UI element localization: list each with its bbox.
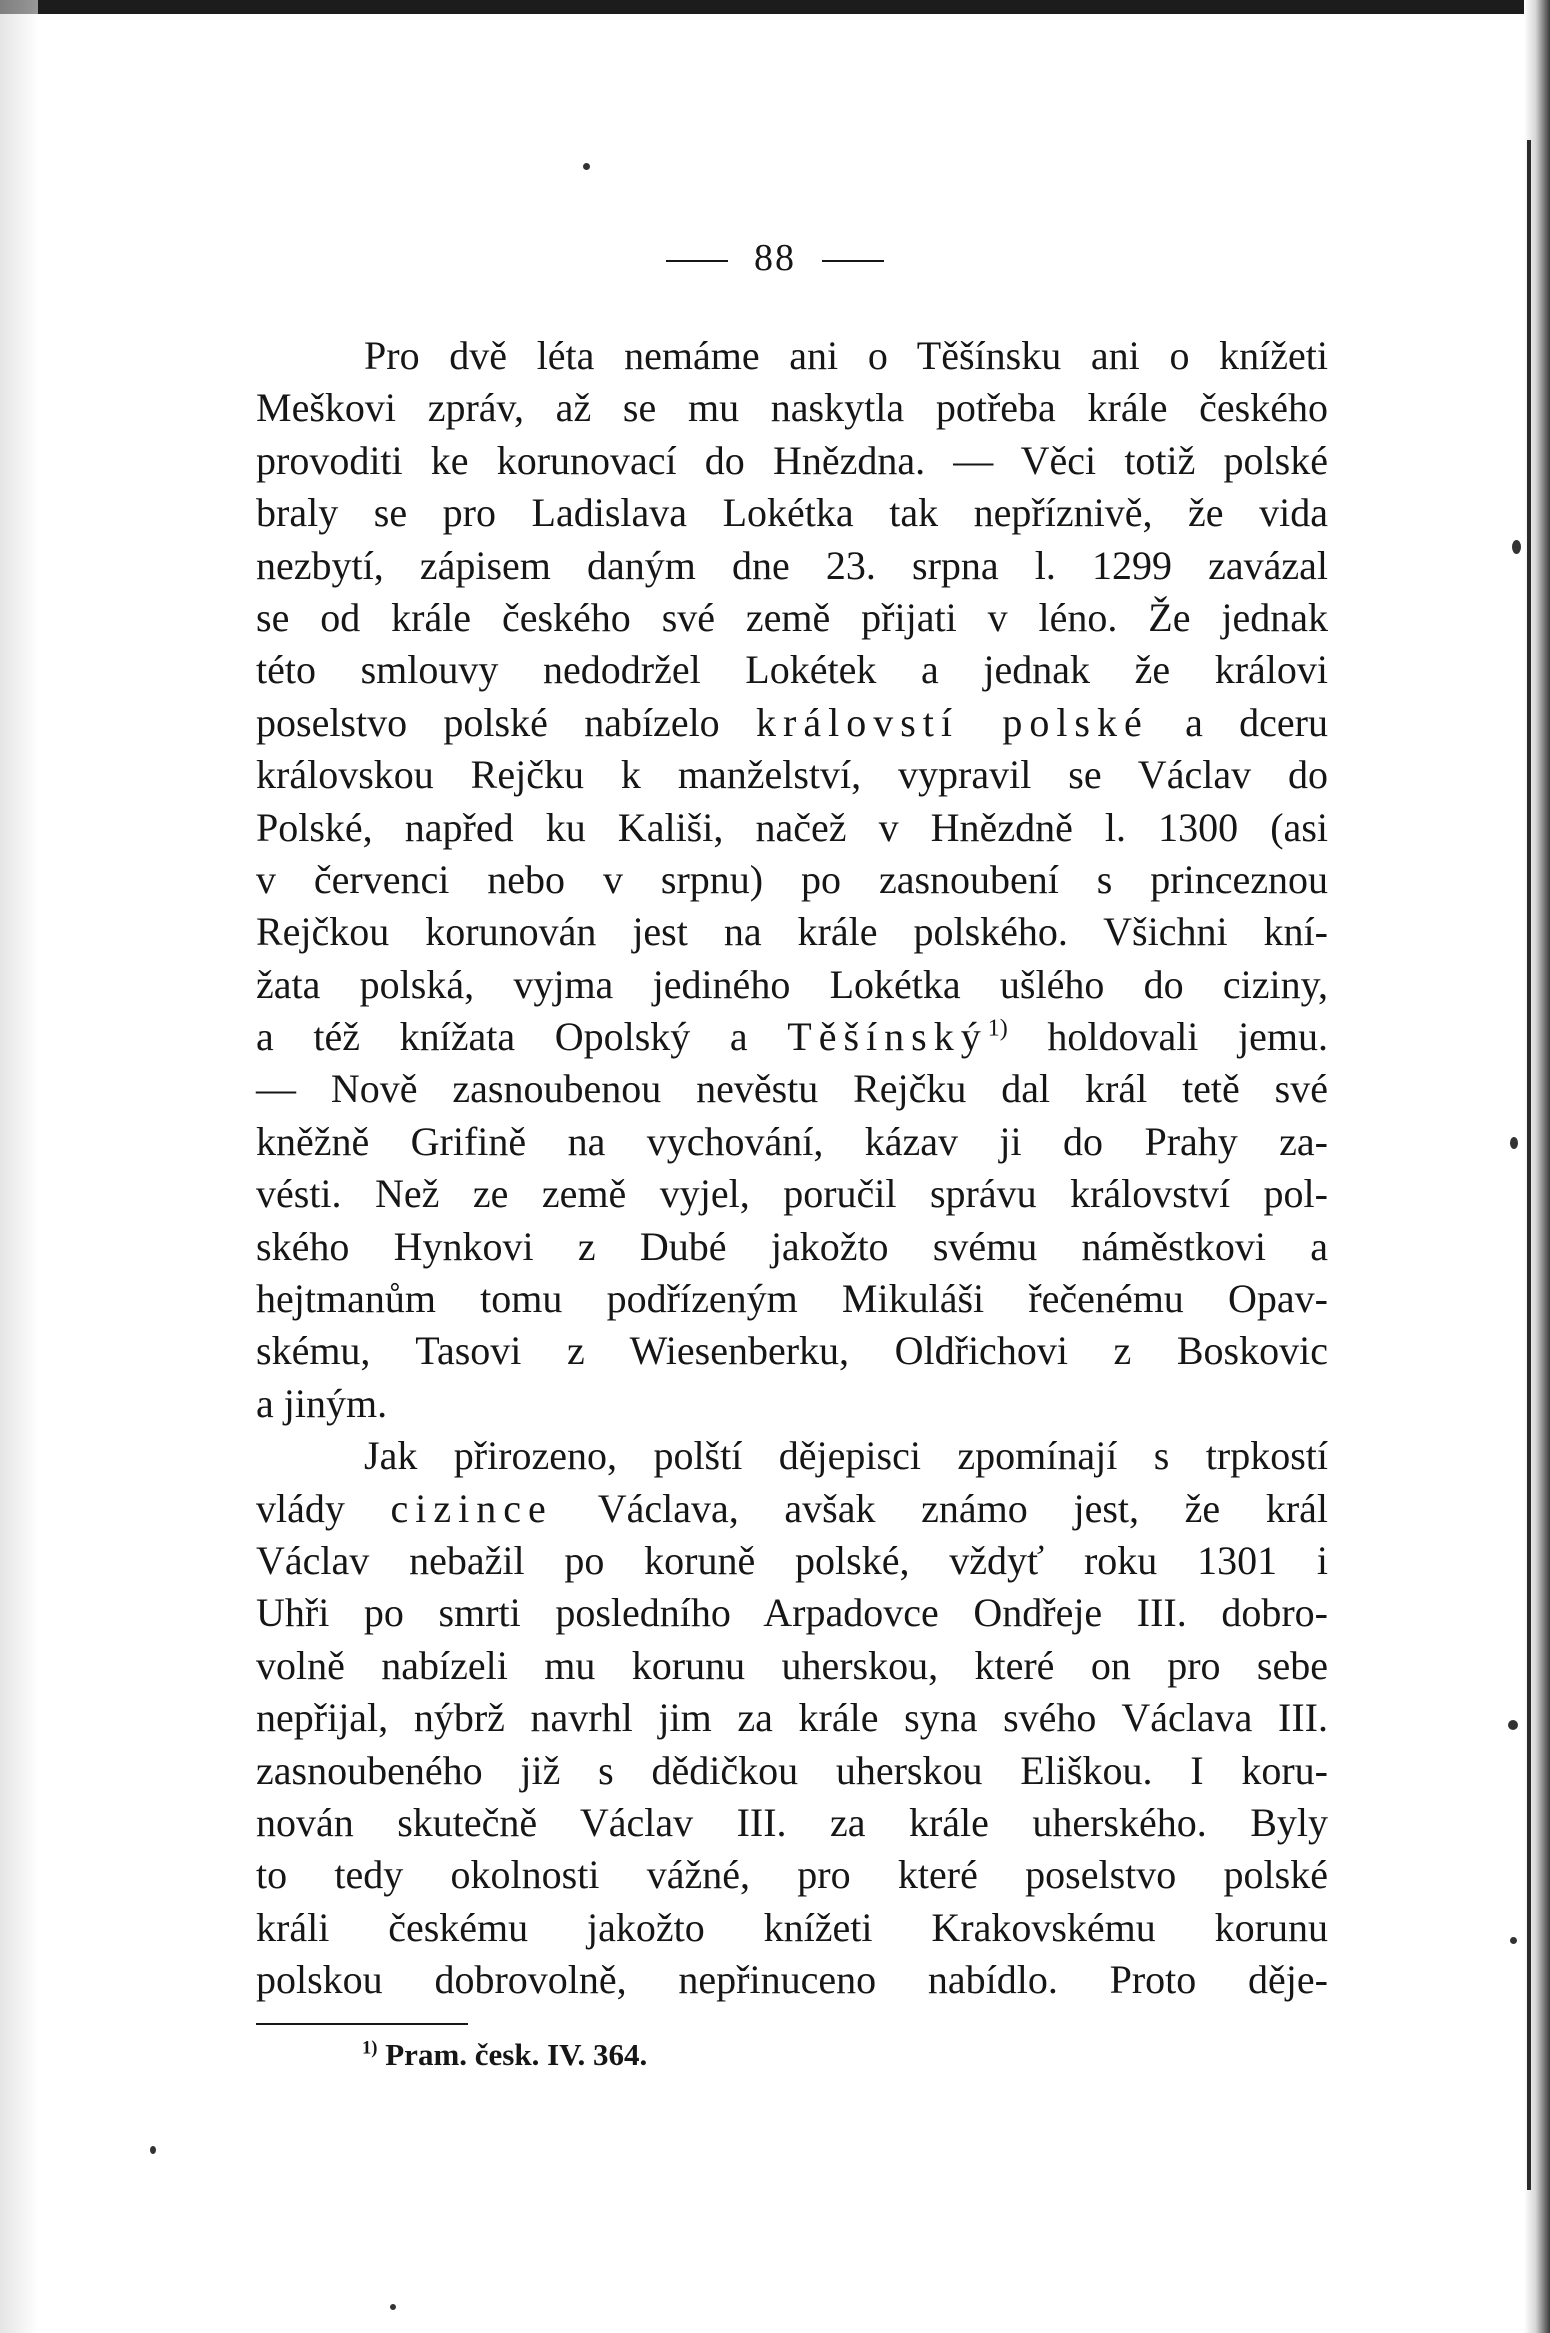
text-line: v červenci nebo v srpnu) po zasnoubení s princeznou — [256, 856, 1328, 902]
scan-speck — [1512, 540, 1521, 554]
text-line: a jiným. — [256, 1380, 388, 1426]
text-line: králi českému jakožto knížeti Krakovskému korunu — [256, 1904, 1328, 1950]
text-line: — Nově zasnoubenou nevěstu Rejčku dal král tetě své — [256, 1066, 1328, 1112]
text-line: hejtmanům tomu podřízeným Mikuláši řečenému Opav- — [256, 1276, 1328, 1322]
text-line: provoditi ke korunovací do Hnězdna. — Věci totiž polské — [256, 437, 1328, 483]
text-line: nován skutečně Václav III. za krále uherského. Byly — [256, 1799, 1328, 1845]
page-number-dash-right — [822, 260, 884, 262]
text-line: volně nabízeli mu korunu uherskou, které on pro sebe — [256, 1642, 1328, 1688]
text-line: se od krále českého své země přijati v léno. Že jednak — [256, 594, 1328, 640]
page-number — [0, 233, 1550, 283]
text-line: Jak přirozeno, polští dějepisci zpomínají s trpkostí — [364, 1433, 1328, 1479]
text-line: braly se pro Ladislava Lokétka tak nepříznivě, že vida — [256, 490, 1328, 536]
text-line — [256, 1011, 1328, 1063]
scan-left-shadow — [0, 0, 38, 2333]
scan-speck — [1510, 1137, 1518, 1149]
text-line: této smlouvy nedodržel Lokétek a jednak že královi — [256, 647, 1328, 693]
footnote — [362, 2033, 647, 2077]
text-fragment: holdovali jemu. — [1047, 1014, 1329, 1060]
text-line: zasnoubeného již s dědičkou uherskou Eliškou. I koru- — [256, 1747, 1328, 1793]
text-line: nezbytí, zápisem daným dne 23. srpna l. 1299 zavázal — [256, 542, 1328, 588]
text-line: nepřijal, nýbrž navrhl jim za krále syna svého Václava III. — [256, 1695, 1328, 1741]
text-line: Uhři po smrti posledního Arpadovce Ondřeje III. dobro- — [256, 1590, 1328, 1636]
text-line: ského Hynkovi z Dubé jakožto svému náměstkovi a — [256, 1223, 1328, 1269]
footnote-marker: 1) — [362, 2037, 378, 2059]
text-fragment: poselstvo polské nabízelo — [256, 699, 720, 745]
footnote-reference: 1) — [987, 1015, 1008, 1042]
page-number-dash-left — [666, 260, 728, 262]
spaced-emphasis: Těšínský — [787, 1014, 988, 1060]
scan-speck — [150, 2146, 156, 2154]
text-line: vésti. Než ze země vyjel, poručil správu království pol- — [256, 1171, 1328, 1217]
text-line: žata polská, vyjma jediného Lokétka ušlého do ciziny, — [256, 961, 1328, 1007]
text-line: královskou Rejčku k manželství, vypravil se Václav do — [256, 752, 1328, 798]
text-line: skému, Tasovi z Wiesenberku, Oldřichovi z Boskovic — [256, 1328, 1328, 1374]
page-edge-line — [1527, 140, 1531, 2190]
text-line: Pro dvě léta nemáme ani o Těšínsku ani o knížeti — [364, 333, 1328, 378]
text-line: to tedy okolnosti vážné, pro které poselstvo polské — [256, 1852, 1328, 1898]
footnote-text: Pram. česk. IV. 364. — [385, 2037, 648, 2072]
scan-speck — [390, 2304, 396, 2310]
scan-speck — [1508, 1720, 1518, 1730]
spaced-emphasis: cizince — [390, 1485, 553, 1531]
text-line: Rejčkou korunován jest na krále polského. Všichni kní- — [256, 909, 1328, 955]
page-number-value: 88 — [754, 237, 796, 279]
footnote-rule — [256, 2023, 468, 2025]
scan-speck — [583, 163, 590, 170]
text-fragment: a též knížata Opolský a — [256, 1014, 748, 1060]
text-line — [256, 697, 1328, 749]
spaced-emphasis: královstí polské — [756, 699, 1149, 745]
text-line: polskou dobrovolně, nepřinuceno nabídlo. Proto děje- — [256, 1957, 1328, 2003]
text-line: Václav nebažil po koruně polské, vždyť roku 1301 i — [256, 1537, 1328, 1583]
scan-speck — [1510, 1937, 1517, 1944]
text-line: kněžně Grifině na vychování, kázav ji do Prahy za- — [256, 1118, 1328, 1164]
text-fragment: Václava, avšak známo jest, že král — [597, 1485, 1329, 1531]
text-line: Meškovi zpráv, až se mu naskytla potřeba krále českého — [256, 385, 1328, 431]
text-line: Polské, napřed ku Kališi, načež v Hnězdně l. 1300 (asi — [256, 804, 1328, 850]
scan-top-border — [0, 0, 1550, 14]
text-line — [256, 1483, 1328, 1535]
text-fragment: a dceru — [1185, 699, 1328, 745]
text-fragment: vlády — [256, 1485, 345, 1531]
body-text — [256, 330, 1328, 2007]
